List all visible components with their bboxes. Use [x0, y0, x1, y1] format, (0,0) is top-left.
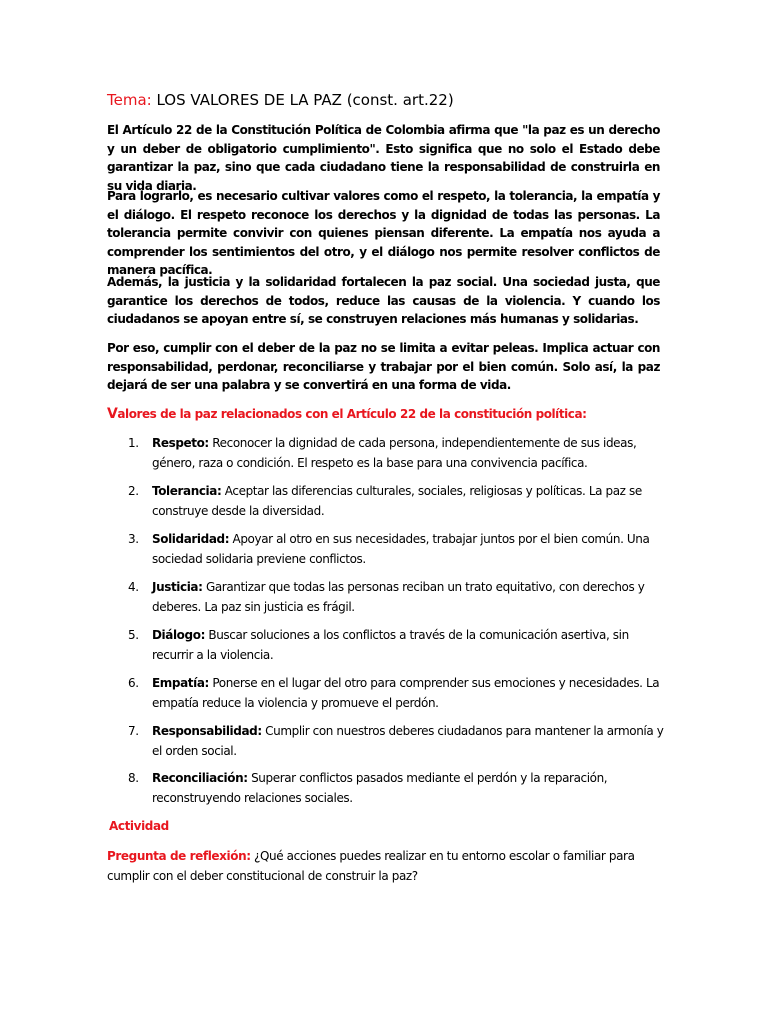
title-label: Tema: [107, 91, 152, 109]
list-number: 7. [128, 724, 139, 738]
value-term: Solidaridad: [152, 532, 230, 546]
value-item-reconciliacion [128, 768, 668, 808]
values-section-heading [107, 405, 586, 423]
value-description: Reconocer la dignidad de cada persona, independientemente de sus ideas, género, raza o condición. El respeto es la base para una convivencia pacífica. [152, 436, 637, 470]
value-item-empatia [128, 673, 668, 713]
value-term: Empatía: [152, 676, 209, 690]
value-description: Cumplir con nuestros deberes ciudadanos para mantener la armonía y el orden social. [152, 724, 664, 758]
list-number: 2. [128, 484, 139, 498]
values-heading-rest: alores de la paz relacionados con el Artículo 22 de la constitución política: [117, 407, 587, 421]
value-term: Diálogo: [152, 628, 205, 642]
value-item-solidaridad [128, 529, 668, 569]
value-item-respeto [128, 433, 668, 473]
list-number: 5. [128, 628, 139, 642]
value-item-dialogo [128, 625, 668, 665]
value-item-responsabilidad [128, 721, 668, 761]
value-description: Aceptar las diferencias culturales, sociales, religiosas y políticas. La paz se construye desde la diversidad. [152, 484, 642, 518]
document-title [107, 90, 454, 110]
value-item-justicia [128, 577, 668, 617]
reflection-question [107, 846, 667, 886]
paragraph-values: Para lograrlo, es necesario cultivar valores como el respeto, la tolerancia, la empatía y el diálogo. El respeto reconoce los derechos y la dignidad de todas las personas. La tolerancia permite convivir con quienes piensan diferente. La empatía nos ayuda a comprender los sentimientos del otro, y el diálogo nos permite resolver conflictos de manera pacífica. [107, 189, 660, 277]
paragraph-justice: Además, la justicia y la solidaridad fortalecen la paz social. Una sociedad justa, que garantice los derechos de todos, reduce las causas de la violencia. Y cuando los ciudadanos se apoyan entre sí, se construyen relaciones más humanas y solidarias. [107, 275, 660, 326]
activity-heading: Actividad [109, 819, 169, 833]
list-number: 6. [128, 676, 139, 690]
question-text: ¿Qué acciones puedes realizar en tu entorno escolar o familiar para cumplir con el deber constitucional de construir la paz? [107, 849, 635, 883]
value-description: Ponerse en el lugar del otro para comprender sus emociones y necesidades. La empatía reduce la violencia y promueve el perdón. [152, 676, 660, 710]
list-number: 4. [128, 580, 139, 594]
value-term: Tolerancia: [152, 484, 222, 498]
question-label: Pregunta de reflexión: [107, 849, 251, 863]
list-number: 8. [128, 771, 139, 785]
value-description: Buscar soluciones a los conflictos a través de la comunicación asertiva, sin recurrir a la violencia. [152, 628, 629, 662]
value-term: Reconciliación: [152, 771, 248, 785]
value-description: Apoyar al otro en sus necesidades, trabajar juntos por el bien común. Una sociedad solidaria previene conflictos. [152, 532, 650, 566]
value-description: Garantizar que todas las personas reciban un trato equitativo, con derechos y deberes. La paz sin justicia es frágil. [152, 580, 645, 614]
paragraph-intro: El Artículo 22 de la Constitución Política de Colombia afirma que "la paz es un derecho y un deber de obligatorio cumplimiento". Esto significa que no solo el Estado debe garantizar la paz, sino que cada ciudadano tiene la responsabilidad de construirla en su vida diaria. [107, 123, 660, 193]
title-text: LOS VALORES DE LA PAZ (const. art.22) [156, 91, 454, 109]
value-term: Respeto: [152, 436, 209, 450]
value-term: Responsabilidad: [152, 724, 262, 738]
value-item-tolerancia [128, 481, 668, 521]
value-term: Justicia: [152, 580, 203, 594]
list-number: 3. [128, 532, 139, 546]
list-number: 1. [128, 436, 139, 450]
paragraph-conclusion: Por eso, cumplir con el deber de la paz no se limita a evitar peleas. Implica actuar con responsabilidad, perdonar, reconciliarse y trabajar por el bien común. Solo así, la paz dejará de ser una palabra y se convertirá en una forma de vida. [107, 341, 660, 392]
value-description: Superar conflictos pasados mediante el perdón y la reparación, reconstruyendo relaciones sociales. [152, 771, 608, 805]
values-heading-initial: V [107, 406, 118, 422]
